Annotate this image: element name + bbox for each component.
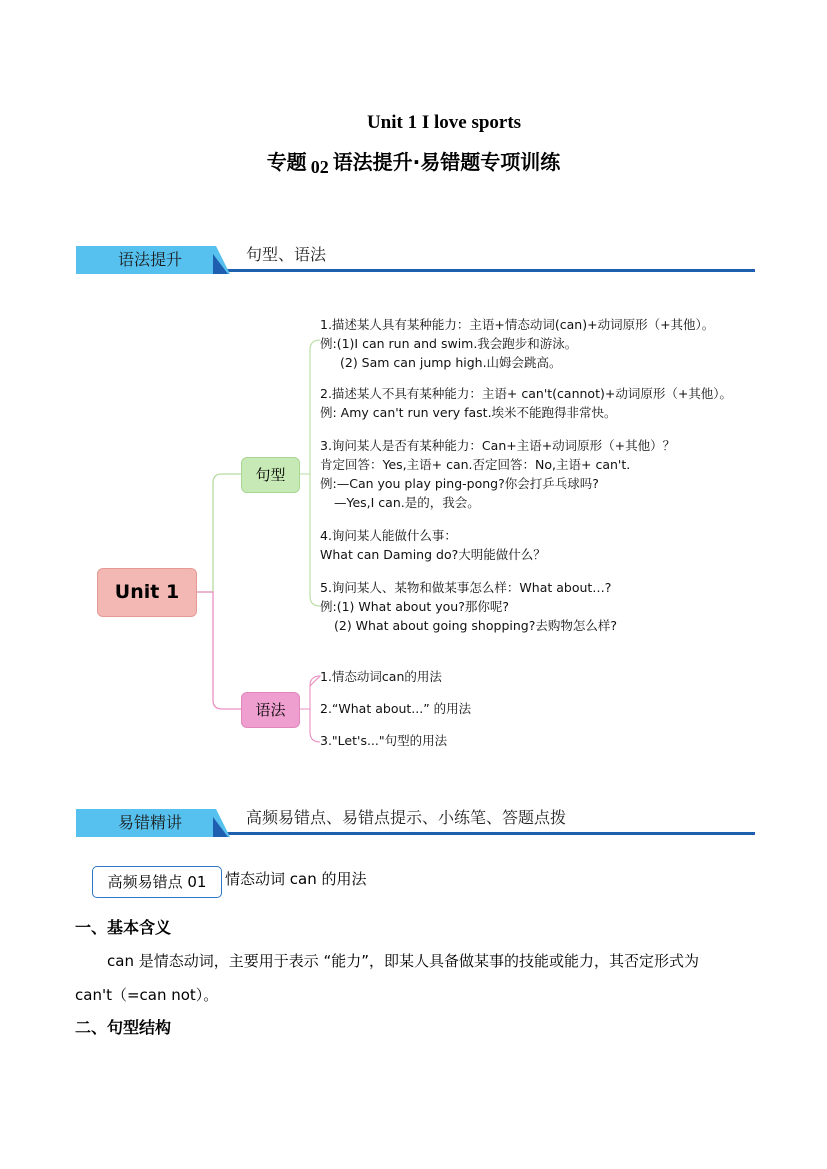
heading-sentence-structure: 二、句型结构 <box>75 1018 172 1037</box>
topic-number: 02 <box>310 157 329 177</box>
errors-subtitle: 高频易错点、易错点提示、小练笔、答题点拨 <box>246 808 567 827</box>
tab-arrow-accent <box>213 817 228 837</box>
juxing-node: 句型 <box>241 457 300 493</box>
paragraph-line-2: can't（=can not）。 <box>75 986 219 1004</box>
yufa-item-2: 2.“What about...” 的用法 <box>320 701 472 716</box>
error-point-badge: 高频易错点 01 <box>92 866 222 898</box>
heading-basic-meaning: 一、基本含义 <box>75 918 172 937</box>
grammar-tab: 语法提升 <box>76 246 216 274</box>
error-point-title: 情态动词 can 的用法 <box>225 870 367 888</box>
errors-tab: 易错精讲 <box>76 809 216 837</box>
juxing-item-1: 1.描述某人具有某种能力：主语+情态动词(can)+动词原形（+其他）。 例:(1)I can run and swim.我会跑步和游泳。 (2) Sam can jump high.山姆会跳高。 <box>320 317 715 370</box>
topic-name: 语法提升·易错题专项训练 <box>332 150 561 174</box>
connector-juxing-items <box>298 340 320 606</box>
juxing-item-4: 4.询问某人能做什么事： What can Daming do?大明能做什么？ <box>320 528 546 562</box>
topic-prefix: 专题 <box>266 150 307 174</box>
juxing-item-5: 5.询问某人、某物和做某事怎么样：What about…? 例:(1) What about you?那你呢? (2) What about going shopping?去购物怎么样? <box>320 580 617 633</box>
paragraph-line-1: can 是情态动词，主要用于表示 “能力”，即某人具备做某事的技能或能力，其否定形式为 <box>107 952 700 970</box>
yufa-item-3: 3."Let's..."句型的用法 <box>320 733 448 748</box>
juxing-item-3: 3.询问某人是否有某种能力：Can+主语+动词原形（+其他）？ 肯定回答：Yes,主语+ can.否定回答：No,主语+ can't. 例:—Can you play ping-pong?你会打乒乓球吗? —Yes,I can.是的，我会。 <box>320 438 676 510</box>
errors-section-header <box>76 807 755 841</box>
connector-root-juxing <box>195 474 241 592</box>
juxing-item-2: 2.描述某人不具有某种能力：主语+ can't(cannot)+动词原形（+其他）。 例: Amy can't run very fast.埃米不能跑得非常快。 <box>320 386 733 420</box>
grammar-subtitle: 句型、语法 <box>246 245 327 264</box>
unit-title: Unit 1 I love sports <box>366 112 522 133</box>
mindmap-root-node: Unit 1 <box>97 568 197 617</box>
yufa-item-1: 1.情态动词can的用法 <box>320 669 442 684</box>
connector-root-yufa <box>195 592 241 709</box>
connector-yufa-items <box>298 676 320 742</box>
yufa-node: 语法 <box>241 692 300 728</box>
